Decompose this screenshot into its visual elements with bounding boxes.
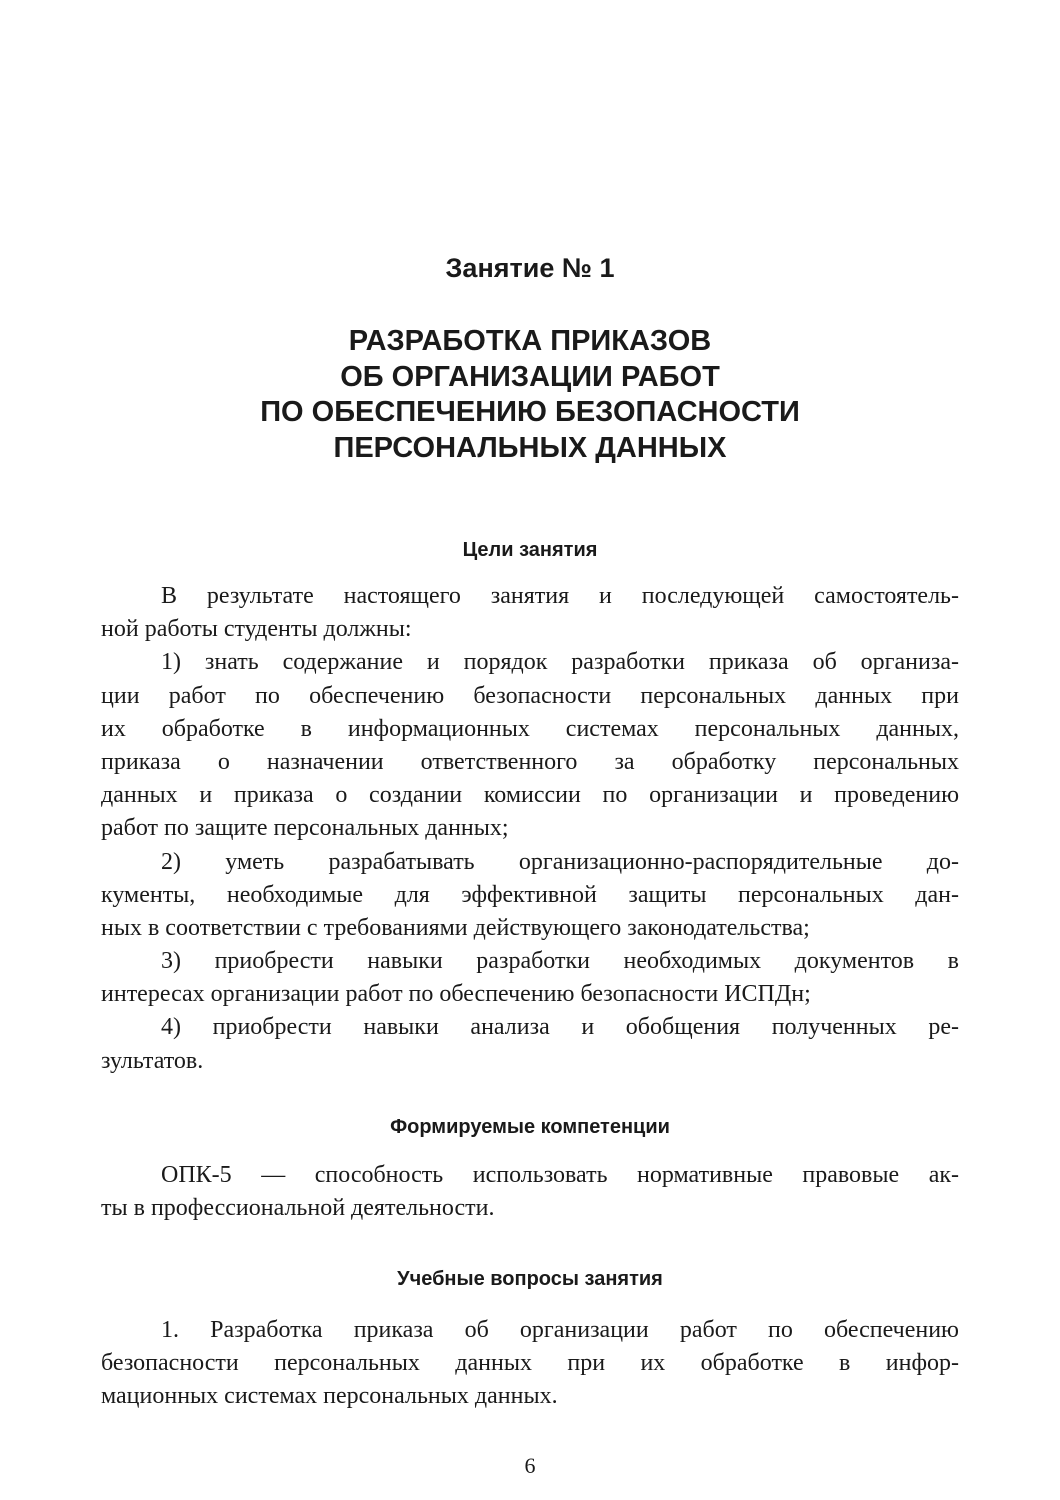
text-line: 3) приобрести навыки разработки необходимых документов в: [161, 948, 959, 975]
competencies-heading: Формируемые компетенции: [390, 1116, 670, 1138]
text-line: работ по защите персональных данных;: [101, 815, 509, 842]
text-line: приказа о назначении ответственного за обработку персональных: [101, 748, 959, 775]
text-line: ных в соответствии с требованиями действующего законодательства;: [101, 914, 810, 941]
lesson-number: Занятие № 1: [445, 253, 615, 283]
page-number: 6: [524, 1453, 536, 1478]
title-line: ОБ ОРГАНИЗАЦИИ РАБОТ: [340, 360, 720, 393]
text-line: 1. Разработка приказа об организации работ по обеспечению: [161, 1317, 959, 1343]
text-line: мационных системах персональных данных.: [101, 1383, 558, 1410]
text-line: кументы, необходимые для эффективной защиты персональных дан-: [101, 881, 959, 908]
text-line: ной работы студенты должны:: [101, 616, 412, 643]
questions-text: [101, 1314, 959, 1414]
title-line: ПО ОБЕСПЕЧЕНИЮ БЕЗОПАСНОСТИ: [260, 396, 800, 428]
goals-heading: Цели занятия: [462, 539, 598, 561]
text-line: безопасности персональных данных при их обработке в инфор-: [101, 1350, 959, 1377]
text-line: В результате настоящего занятия и последующей самостоятель-: [161, 583, 959, 609]
text-line: ции работ по обеспечению безопасности персональных данных при: [101, 682, 959, 709]
text-line: зультатов.: [101, 1047, 204, 1074]
questions-heading: Учебные вопросы занятия: [397, 1268, 663, 1290]
lesson-title: [0, 324, 1060, 466]
text-line: ОПК-5 — способность использовать нормативные правовые ак-: [161, 1162, 959, 1188]
text-line: ты в профессиональной деятельности.: [101, 1195, 495, 1222]
title-line: ПЕРСОНАЛЬНЫХ ДАННЫХ: [333, 431, 727, 464]
text-line: 1) знать содержание и порядок разработки приказа об организа-: [161, 649, 959, 676]
goals-text: [101, 580, 959, 1078]
text-line: 2) уметь разрабатывать организационно-распорядительные до-: [161, 848, 959, 875]
text-line: 4) приобрести навыки анализа и обобщения полученных ре-: [161, 1014, 959, 1041]
text-line: интересах организации работ по обеспечению безопасности ИСПДн;: [101, 981, 811, 1008]
title-line: РАЗРАБОТКА ПРИКАЗОВ: [348, 325, 712, 357]
competencies-text: [101, 1159, 959, 1225]
text-line: данных и приказа о создании комиссии по организации и проведению: [101, 782, 959, 809]
text-line: их обработке в информационных системах персональных данных,: [101, 715, 959, 742]
